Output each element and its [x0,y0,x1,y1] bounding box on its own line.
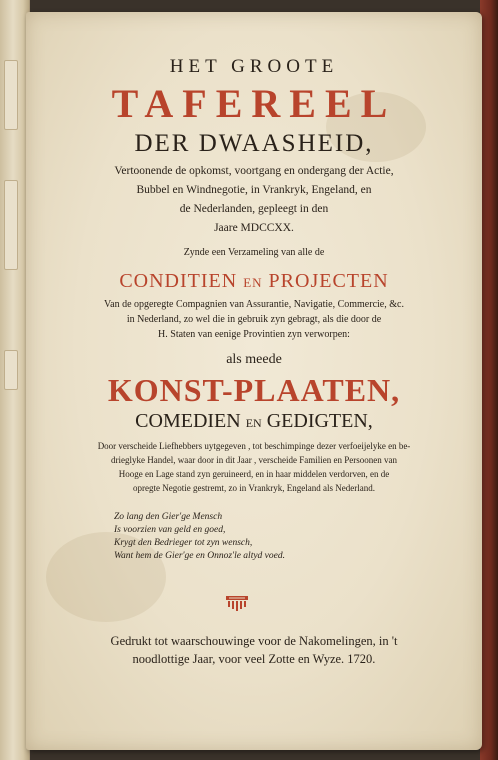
title-line-tafereel: TAFEREEL [111,81,397,126]
imprint-line: noodlottige Jaar, voor veel Zotte en Wyze. 1720. [132,652,376,666]
verse-line: Is voorzien van geld en goed, [114,525,226,535]
body-line: drieglyke Handel, waar door in dit Jaar , verscheide Familien en Persoonen van [111,455,397,465]
description-line: Vertoonende de opkomst, voortgang en ondergang der Actie, [114,165,394,177]
conditions-line: H. Staten van eenige Provintien zyn verworpen: [158,329,350,340]
printers-ornament-icon [225,595,249,613]
title-line-het-groote: HET GROOTE [169,56,339,77]
heading-conditien-projecten [26,270,482,293]
page-edge-tab [4,60,18,130]
description-line: Jaare MDCCXX. [214,222,294,234]
heading-word: EN [243,275,263,290]
title-page [26,12,482,750]
body-line: Hooge en Lage stand zyn geruineerd, en in haar middelen verdorven, en de [118,469,390,479]
verse-line: Zo lang den Gier'ge Mensch [114,512,223,522]
title-line-der-dwaasheid: DER DWAASHEID, [134,130,374,157]
description-line: Bubbel en Windnegotie, in Vrankryk, Engeland, en [136,184,372,196]
imprint-line: Gedrukt tot waarschouwinge voor de Nakomelingen, in 't [110,634,398,648]
description-line: de Nederlanden, gepleegt in den [179,203,329,215]
heading-konst-plaaten: KONST-PLAATEN, [107,372,401,408]
body-line: Door verscheide Liefhebbers uytgegeven , tot beschimpinge dezer verfoeijelyke en be- [97,441,411,451]
heading-word: CONDITIEN [119,270,238,292]
title-page-text [26,12,482,750]
book-cover-edge [480,0,498,760]
heading-word: PROJECTEN [268,270,389,292]
heading-comedien-gedigten [26,410,482,433]
conditions-line: in Nederland, zo wel die in gebruik zyn gebragt, als die door de [126,314,382,325]
heading-word: GEDIGTEN, [266,410,373,432]
conditions-line: Van de opgeregte Compagnien van Assurantie, Navigatie, Commercie, &c. [104,299,404,310]
description-line: Zynde een Verzameling van alle de [183,247,325,258]
page-edge-tab [4,180,18,270]
als-meede-line: als meede [226,352,282,367]
verse-line: Want hem de Gier'ge en Onnoz'le altyd voed. [114,551,285,561]
verse-line: Krygt den Bedrieger tot zyn wensch, [114,538,253,548]
page-edge-tab [4,350,18,390]
heading-word: COMEDIEN [135,410,241,432]
heading-word: EN [245,416,262,430]
body-line: opregte Negotie gestremt, zo in Vrankryk, Engeland als Nederland. [133,483,375,493]
